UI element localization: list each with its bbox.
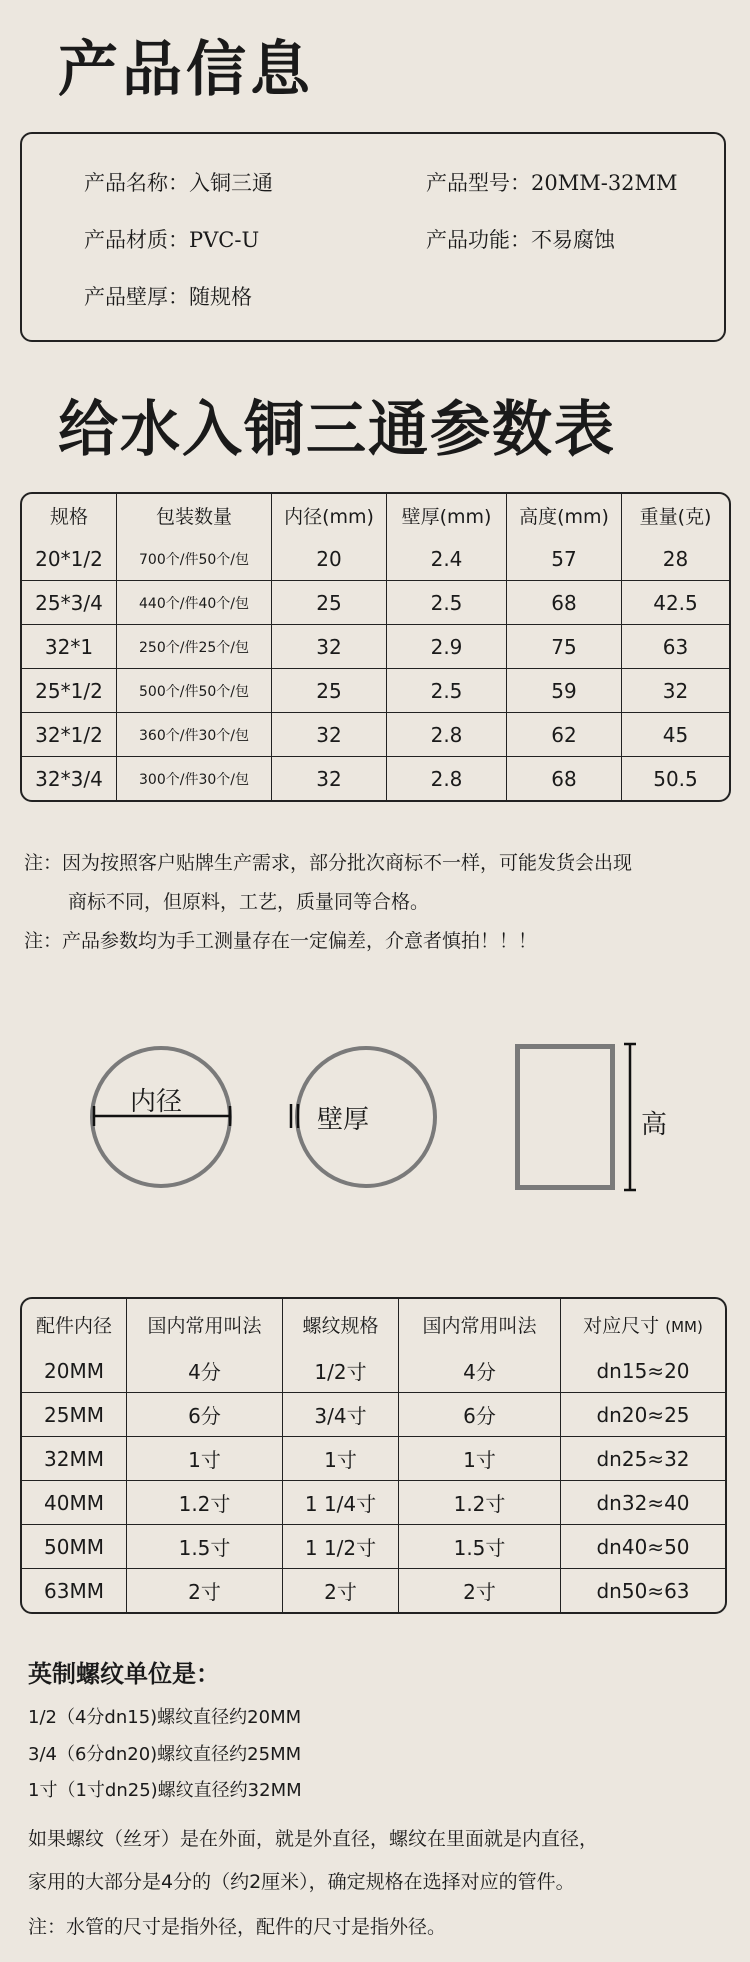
cell-common-2: 1寸	[399, 1437, 561, 1481]
cell-wall: 2.5	[387, 669, 507, 713]
cell-size: dn15≈20	[561, 1349, 725, 1393]
params-table	[20, 492, 731, 802]
thread-explain-line1: 如果螺纹（丝牙）是在外面，就是外直径，螺纹在里面就是内直径，	[28, 1828, 599, 1850]
header-inner-diameter: 内径(mm)	[272, 494, 387, 537]
table-row	[22, 1481, 725, 1525]
table-row	[22, 1393, 725, 1437]
cell-spec: 32*3/4	[22, 757, 117, 800]
cell-size: dn20≈25	[561, 1393, 725, 1437]
cell-size: dn40≈50	[561, 1525, 725, 1569]
footer-note: 注：水管的尺寸是指外径，配件的尺寸是指外径。	[28, 1916, 447, 1938]
header-fitting-diameter: 配件内径	[22, 1299, 127, 1349]
header-weight: 重量(克)	[639, 506, 712, 528]
product-info-box	[20, 132, 726, 342]
header-thread-spec: 螺纹规格	[283, 1299, 399, 1349]
cell-spec: 32*1	[22, 625, 117, 669]
table-row	[22, 1349, 725, 1393]
size-header-row	[22, 1299, 725, 1349]
cell-common: 1寸	[127, 1437, 283, 1481]
cell-inner: 32	[272, 713, 387, 757]
table-row	[22, 581, 729, 625]
cell-fitting: 40MM	[22, 1481, 127, 1525]
cell-height: 75	[507, 625, 622, 669]
thread-explain-line2: 家用的大部分是4分的（约2厘米），确定规格在选择对应的管件。	[28, 1871, 575, 1893]
cell-weight: 50.5	[653, 766, 698, 791]
product-function: 产品功能：不易腐蚀	[426, 228, 615, 252]
header-height: 高度(mm)	[507, 494, 622, 537]
cell-fitting: 20MM	[22, 1349, 127, 1393]
table-row	[22, 1569, 725, 1612]
cell-weight: 28	[622, 537, 729, 581]
cell-inner: 32	[272, 625, 387, 669]
cell-inner: 32	[272, 757, 387, 800]
cell-common-2: 1.5寸	[399, 1525, 561, 1569]
product-wall: 产品壁厚：随规格	[84, 285, 252, 309]
cell-package: 300个/件30个/包	[117, 757, 272, 800]
params-title: 给水入铜三通参数表	[58, 395, 616, 465]
table-row	[22, 757, 729, 800]
note-brand-line2: 商标不同，但原料，工艺，质量同等合格。	[68, 891, 430, 913]
cell-height: 59	[507, 669, 622, 713]
cell-weight: 63	[622, 625, 729, 669]
cell-package: 250个/件25个/包	[117, 625, 272, 669]
cell-common-2: 4分	[399, 1349, 561, 1393]
cell-fitting: 63MM	[22, 1569, 127, 1612]
cell-inner: 20	[272, 537, 387, 581]
params-header-row	[22, 494, 729, 537]
cell-fitting: 32MM	[22, 1437, 127, 1481]
thread-item-2: 3/4（6分dn20)螺纹直径约25MM	[28, 1744, 302, 1765]
cell-common: 6分	[127, 1393, 283, 1437]
cell-spec: 25*3/4	[22, 581, 117, 625]
note-measurement: 注：产品参数均为手工测量存在一定偏差，介意者慎拍！！！	[24, 930, 538, 952]
header-size-unit: (MM)	[665, 1317, 703, 1336]
wall-thickness-label: 壁厚	[317, 1105, 370, 1135]
cell-thread: 1 1/4寸	[283, 1481, 399, 1525]
header-common-name: 国内常用叫法	[127, 1299, 283, 1349]
cell-height: 68	[507, 581, 622, 625]
header-package: 包装数量	[117, 494, 272, 537]
cell-fitting: 50MM	[22, 1525, 127, 1569]
cell-package: 360个/件30个/包	[117, 713, 272, 757]
cell-inner: 25	[272, 581, 387, 625]
cell-spec: 32*1/2	[22, 713, 117, 757]
cell-height: 68	[507, 757, 622, 800]
cell-size: dn25≈32	[561, 1437, 725, 1481]
cell-thread: 3/4寸	[283, 1393, 399, 1437]
wall-thickness-mark	[287, 1102, 301, 1130]
cell-height: 57	[507, 537, 622, 581]
product-material: 产品材质：PVC-U	[84, 228, 260, 252]
cell-size: dn32≈40	[561, 1481, 725, 1525]
table-row	[22, 537, 729, 581]
header-size-text: 对应尺寸	[583, 1314, 660, 1337]
inner-diameter-label: 内径	[130, 1087, 183, 1117]
cell-wall: 2.8	[387, 757, 507, 800]
cell-common-2: 1.2寸	[399, 1481, 561, 1525]
cell-height: 62	[507, 713, 622, 757]
cell-common: 1.5寸	[127, 1525, 283, 1569]
header-wall: 壁厚(mm)	[387, 494, 507, 537]
cell-common-2: 6分	[399, 1393, 561, 1437]
cell-thread: 1 1/2寸	[283, 1525, 399, 1569]
size-table	[20, 1297, 727, 1614]
cell-common: 2寸	[127, 1569, 283, 1612]
product-name: 产品名称：入铜三通	[84, 171, 273, 195]
thread-units-title: 英制螺纹单位是：	[28, 1660, 220, 1688]
height-line	[622, 1042, 638, 1192]
cell-package: 500个/件50个/包	[117, 669, 272, 713]
cell-package: 700个/件50个/包	[117, 537, 272, 581]
header-spec: 规格	[22, 494, 117, 537]
cell-inner: 25	[272, 669, 387, 713]
cell-spec: 20*1/2	[22, 537, 117, 581]
header-common-name-2: 国内常用叫法	[399, 1299, 561, 1349]
cell-weight: 42.5	[622, 581, 729, 625]
cell-wall: 2.9	[387, 625, 507, 669]
cell-common: 4分	[127, 1349, 283, 1393]
cell-wall: 2.5	[387, 581, 507, 625]
height-rect	[515, 1044, 615, 1190]
thread-item-1: 1/2（4分dn15)螺纹直径约20MM	[28, 1707, 302, 1728]
cell-thread: 1/2寸	[283, 1349, 399, 1393]
cell-package: 440个/件40个/包	[117, 581, 272, 625]
table-row	[22, 669, 729, 713]
cell-wall: 2.4	[387, 537, 507, 581]
cell-size: dn50≈63	[596, 1578, 690, 1603]
note-brand-line1: 注：因为按照客户贴牌生产需求，部分批次商标不一样，可能发货会出现	[24, 852, 633, 874]
cell-wall: 2.8	[387, 713, 507, 757]
cell-spec: 25*1/2	[22, 669, 117, 713]
cell-fitting: 25MM	[22, 1393, 127, 1437]
height-label: 高	[641, 1110, 668, 1140]
cell-thread: 1寸	[283, 1437, 399, 1481]
table-row	[22, 1525, 725, 1569]
table-row	[22, 625, 729, 669]
table-row	[22, 713, 729, 757]
table-row	[22, 1437, 725, 1481]
cell-common: 1.2寸	[127, 1481, 283, 1525]
thread-item-3: 1寸（1寸dn25)螺纹直径约32MM	[28, 1780, 302, 1801]
cell-thread: 2寸	[283, 1569, 399, 1612]
header-size	[561, 1299, 725, 1349]
page-title: 产品信息	[58, 35, 314, 105]
cell-weight: 32	[622, 669, 729, 713]
cell-weight: 45	[622, 713, 729, 757]
cell-common-2: 2寸	[399, 1569, 561, 1612]
product-model: 产品型号：20MM-32MM	[426, 171, 678, 195]
